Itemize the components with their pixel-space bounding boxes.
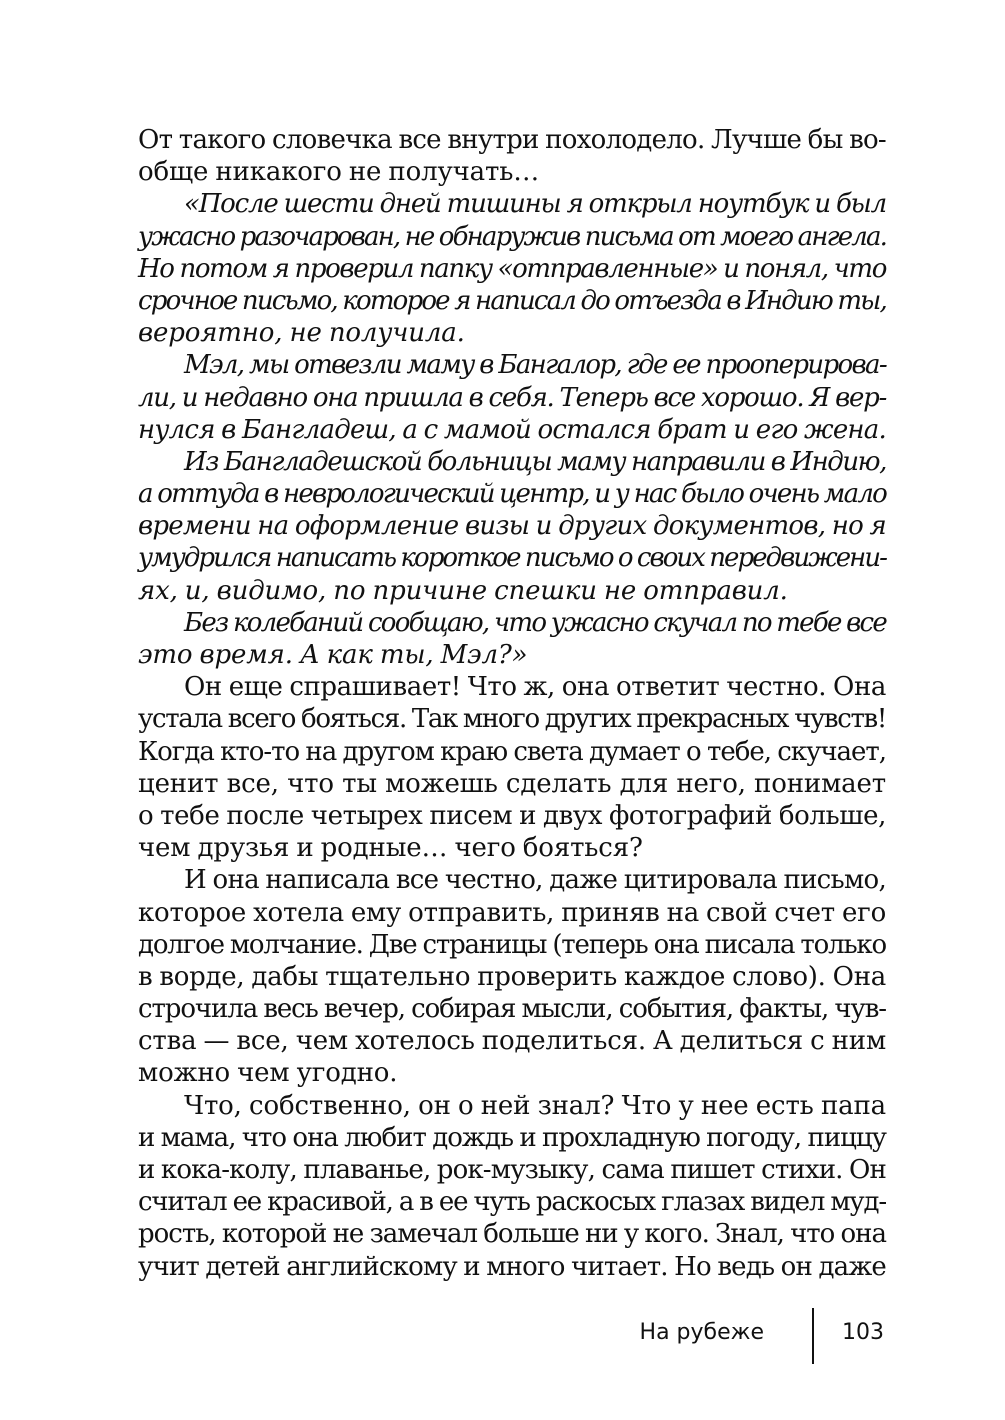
running-title: На рубеже — [639, 1320, 764, 1345]
text-line: Без колебаний сообщаю, что ужасно скучал по тебе все — [184, 607, 886, 638]
text-line: учит детей английскому и много читает. Но ведь он даже — [138, 1251, 886, 1282]
text-line: Но потом я проверил папку «отправленные» и понял, что — [138, 253, 886, 284]
text-line: умудрился написать короткое письмо о своих передвижени- — [138, 543, 886, 574]
text-line: Мэл, мы отвезли маму в Бангалор, где ее прооперирова- — [184, 350, 886, 381]
text-line: обще никакого не получать… — [138, 157, 540, 188]
page-body-text — [138, 124, 886, 1283]
text-line: вероятно, не получила. — [138, 318, 465, 349]
page-footer — [0, 1308, 1005, 1368]
text-line: рость, которой не замечал больше ни у кого. Знал, что она — [138, 1219, 886, 1250]
text-line: ценит все, что ты можешь сделать для него, понимает — [138, 768, 886, 799]
text-line: долгое молчание. Две страницы (теперь она писала только — [138, 929, 886, 960]
text-line: Он еще спрашивает! Что ж, она ответит честно. Она — [184, 672, 886, 703]
text-line: и кока-колу, плаванье, рок-музыку, сама пишет стихи. Он — [138, 1155, 886, 1185]
text-line: о тебе после четырех писем и двух фотографий больше, — [138, 800, 886, 831]
text-line: нулся в Бангладеш, а с мамой остался брат и его жена. — [138, 414, 886, 445]
text-line: ства — все, чем хотелось поделиться. А делиться с ним — [138, 1026, 886, 1057]
text-line: а оттуда в неврологический центр, и у нас было очень мало — [138, 479, 886, 510]
text-line: Когда кто-то на другом краю света думает о тебе, скучает, — [138, 736, 886, 767]
text-line: устала всего бояться. Так много других прекрасных чувств! — [138, 704, 886, 735]
text-line: считал ее красивой, а в ее чуть раскосых глазах видел муд- — [138, 1187, 886, 1218]
text-line: «После шести дней тишины я открыл ноутбук и был — [184, 189, 886, 220]
text-line: срочное письмо, которое я написал до отъезда в Индию ты, — [138, 285, 886, 316]
text-line: чем друзья и родные… чего бояться? — [138, 833, 643, 864]
text-line: и мама, что она любит дождь и прохладную погоду, пиццу — [138, 1122, 886, 1153]
text-line: Из Бангладешской больницы маму направили в Индию, — [184, 446, 886, 477]
text-line: строчила весь вечер, собирая мысли, события, факты, чув- — [138, 994, 886, 1025]
text-line: можно чем угодно. — [138, 1058, 398, 1089]
text-line: времени на оформление визы и других документов, но я — [138, 511, 886, 542]
text-line: ли, и недавно она пришла в себя. Теперь все хорошо. Я вер- — [138, 382, 886, 413]
text-line: ях, и, видимо, по причине спешки не отправил. — [138, 575, 788, 606]
text-line: ужасно разочарован, не обнаружив письма от моего ангела. — [138, 221, 886, 252]
text-line: это время. А как ты, Мэл?» — [138, 640, 528, 670]
text-line: которое хотела ему отправить, приняв на свой счет его — [138, 897, 886, 928]
page-number: 103 — [842, 1320, 884, 1345]
footer-divider — [812, 1308, 814, 1364]
text-line: От такого словечка все внутри похолодело. Лучше бы во- — [138, 125, 886, 155]
text-line: И она написала все честно, даже цитировала письмо, — [184, 865, 886, 896]
text-line: Что, собственно, он о ней знал? Что у нее есть папа — [184, 1090, 886, 1121]
text-line: в ворде, дабы тщательно проверить каждое слово). Она — [138, 961, 886, 992]
